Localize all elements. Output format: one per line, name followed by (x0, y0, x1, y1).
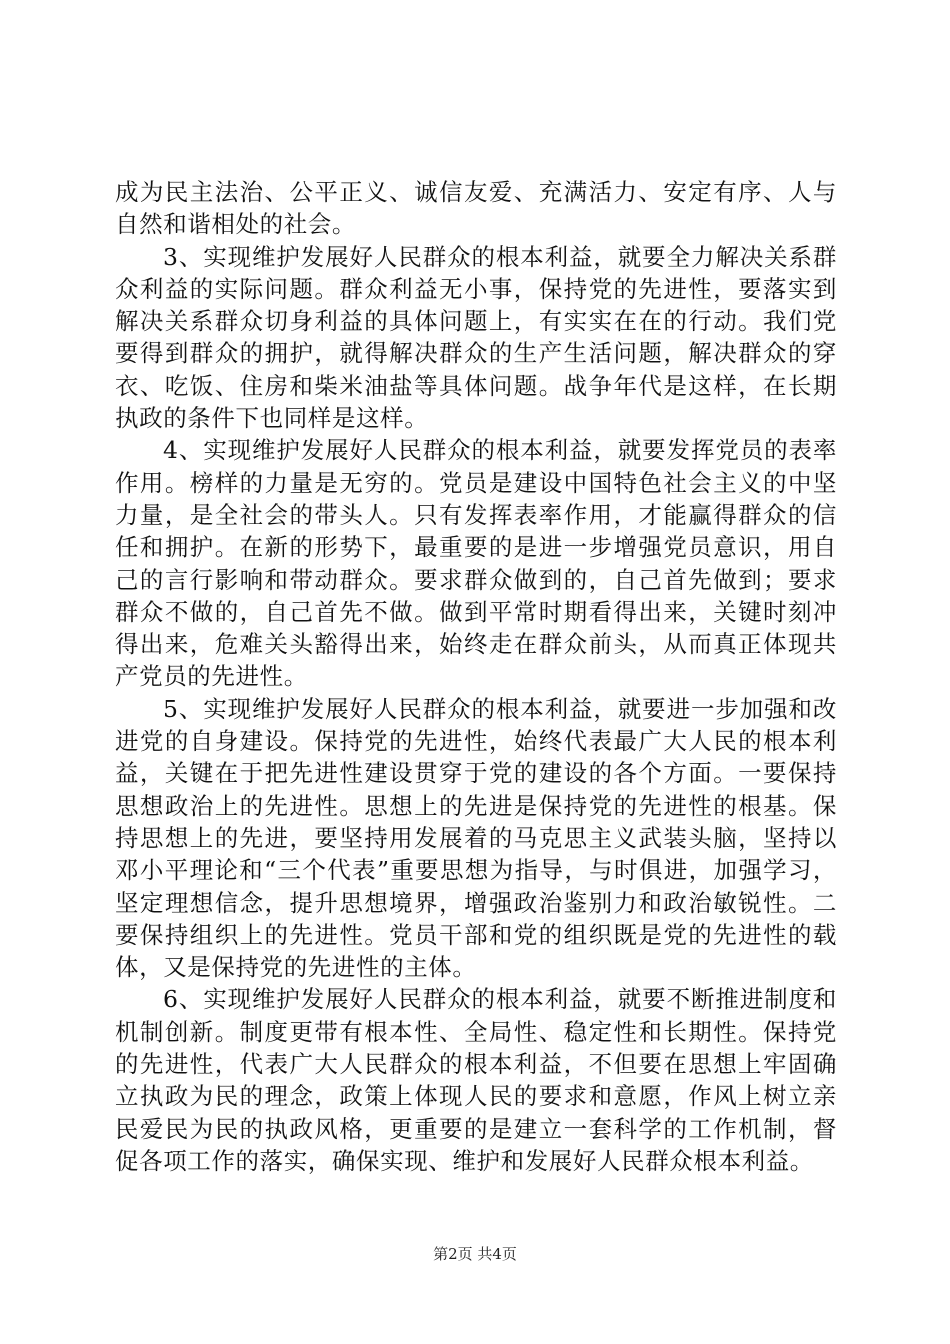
paragraph-point-4: 4、实现维护发展好人民群众的根本利益，就要发挥党员的表率作用。榜样的力量是无穷的。党员是建设中国特色社会主义的中坚力量，是全社会的带头人。只有发挥表率作用，才能赢得群众的信任和拥护。在新的形势下，最重要的是进一步增强党员意识，用自己的言行影响和带动群众。要求群众做到的，自己首先做到；要求群众不做的，自己首先不做。做到平常时期看得出来，关键时刻冲得出来，危难关头豁得出来，始终走在群众前头，从而真正体现共产党员的先进性。 (115, 436, 837, 691)
paragraph-point-5: 5、实现维护发展好人民群众的根本利益，就要进一步加强和改进党的自身建设。保持党的先进性，始终代表最广大人民的根本利益，关键在于把先进性建设贯穿于党的建设的各个方面。一要保持思想政治上的先进性。思想上的先进是保持党的先进性的根基。保持思想上的先进，要坚持用发展着的马克思主义武装头脑，坚持以邓小平理论和“三个代表”重要思想为指导，与时俱进，加强学习，坚定理想信念，提升思想境界，增强政治鉴别力和政治敏锐性。二要保持组织上的先进性。党员干部和党的组织既是党的先进性的载体，又是保持党的先进性的主体。 (115, 694, 837, 982)
paragraph-point-3: 3、实现维护发展好人民群众的根本利益，就要全力解决关系群众利益的实际问题。群众利益无小事，保持党的先进性，要落实到解决关系群众切身利益的具体问题上，有实实在在的行动。我们党要得到群众的拥护，就得解决群众的生产生活问题，解决群众的穿衣、吃饭、住房和柴米油盐等具体问题。战争年代是这样，在长期执政的条件下也同样是这样。 (115, 242, 837, 433)
document-body (115, 176, 837, 1177)
paragraph-continuation: 成为民主法治、公平正义、诚信友爱、充满活力、安定有序、人与自然和谐相处的社会。 (115, 178, 837, 239)
page-number-footer: 第2页 共4页 (433, 1245, 517, 1263)
paragraph-point-6: 6、实现维护发展好人民群众的根本利益，就要不断推进制度和机制创新。制度更带有根本性、全局性、稳定性和长期性。保持党的先进性，代表广大人民群众的根本利益，不但要在思想上牢固确立执政为民的理念，政策上体现人民的要求和意愿，作风上树立亲民爱民为民的执政风格，更重要的是建立一套科学的工作机制，督促各项工作的落实，确保实现、维护和发展好人民群众根本利益。 (115, 985, 837, 1175)
